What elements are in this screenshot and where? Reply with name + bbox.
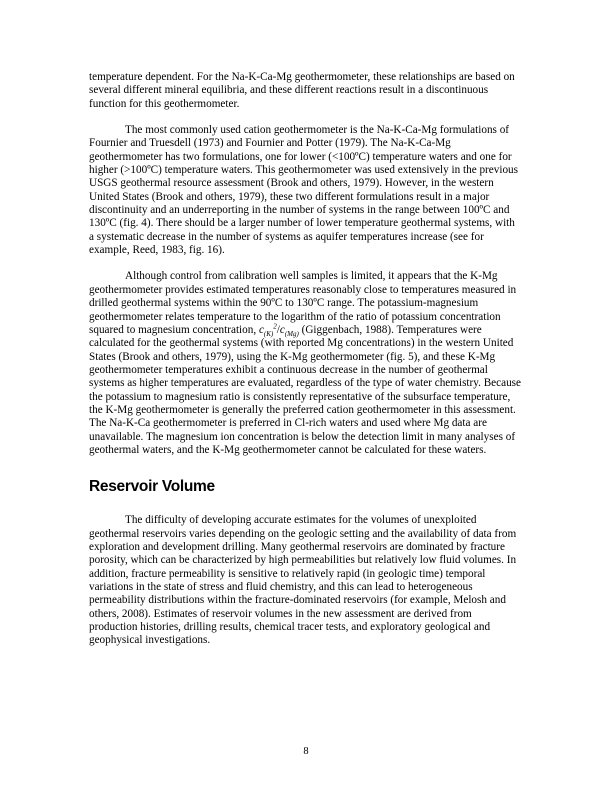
section-heading: Reservoir Volume (89, 478, 215, 496)
formula-c-k: $c_{(K)}^2$ (258, 322, 277, 339)
formula-c-mg: $c_{(Mg)}$ (279, 323, 299, 339)
page-number: 8 (303, 746, 309, 757)
paragraph-continuation: temperature dependent. For the Na-K-Ca-Mg geothermometer, these relationships are based on several different mineral equilibria, and these different reactions result in a discontinuous function for this geothermometer. (89, 71, 515, 110)
p3-after: (Giggenbach, 1988). Temperatures were calculated for the geothermal systems (with reported Mg concentrations) in the western United States (Brook and others, 1979), using the K-Mg geothermometer (fig. 5), and these K-Mg geothermometer temperatures exhibit a continuous decrease in the number of geothermal systems as higher temperatures are evaluated, regardless of the type of water chemistry. Because the potassium to magnesium ratio is consistently representative of the subsurface temperature, the K-Mg geothermometer is generally the preferred cation geothermometer in this assessment. The Na-K-Ca geothermometer is preferred in Cl-rich waters and used where Mg data are unavailable. The magnesium ion concentration is below the detection limit in many analyses of geothermal waters, and the K-Mg geothermometer cannot be calculated for these waters. (89, 323, 521, 456)
body-text (89, 71, 521, 661)
paragraph-cation-geothermometer: The most commonly used cation geothermometer is the Na-K-Ca-Mg formulations of Fournier and Truesdell (1973) and Fournier and Potter (1979). The Na-K-Ca-Mg geothermometer has two formulations, one for lower (<100ºC) temperature waters and one for higher (>100ºC) temperature waters. This geothermometer was used extensively in the previous USGS geothermal resource assessment (Brook and others, 1979). However, in the western United States (Brook and others, 1979), these two different formulations result in a major discontinuity and an underreporting in the number of systems in the range between 100ºC and 130ºC (fig. 4). There should be a larger number of lower temperature geothermal systems, with a systematic decrease in the number of systems as aquifer temperatures increase (see for example, Reed, 1983, fig. 16). (89, 124, 518, 257)
paragraph-reservoir-volume: The difficulty of developing accurate estimates for the volumes of unexploited geothermal reservoirs varies depending on the geologic setting and the availability of data from exploration and development drilling. Many geothermal reservoirs are dominated by fracture porosity, which can be characterized by high permeabilities but relatively low fluid volumes. In addition, fracture permeability is sensitive to relatively rapid (in geologic time) temporal variations in the state of stress and fluid chemistry, and this can lead to heterogeneous permeability distributions within the fracture-dominated reservoirs (for example, Melosh and others, 2008). Estimates of reservoir volumes in the new assessment are derived from production histories, drilling results, chemical tracer tests, and exploratory geological and geophysical investigations. (89, 514, 517, 647)
formula-slash: / (276, 323, 280, 336)
p3-before: Although control from calibration well samples is limited, it appears that the K-Mg geothermometer provides estimated temperatures reasonably close to temperatures measured in drilled geothermal systems within the 90ºC to 130ºC range. The potassium-magnesium geothermometer relates temperature to the logarithm of the ratio of potassium concentration squared to magnesium concentration, (89, 270, 517, 336)
paragraph-k-mg-geothermometer (89, 270, 521, 457)
